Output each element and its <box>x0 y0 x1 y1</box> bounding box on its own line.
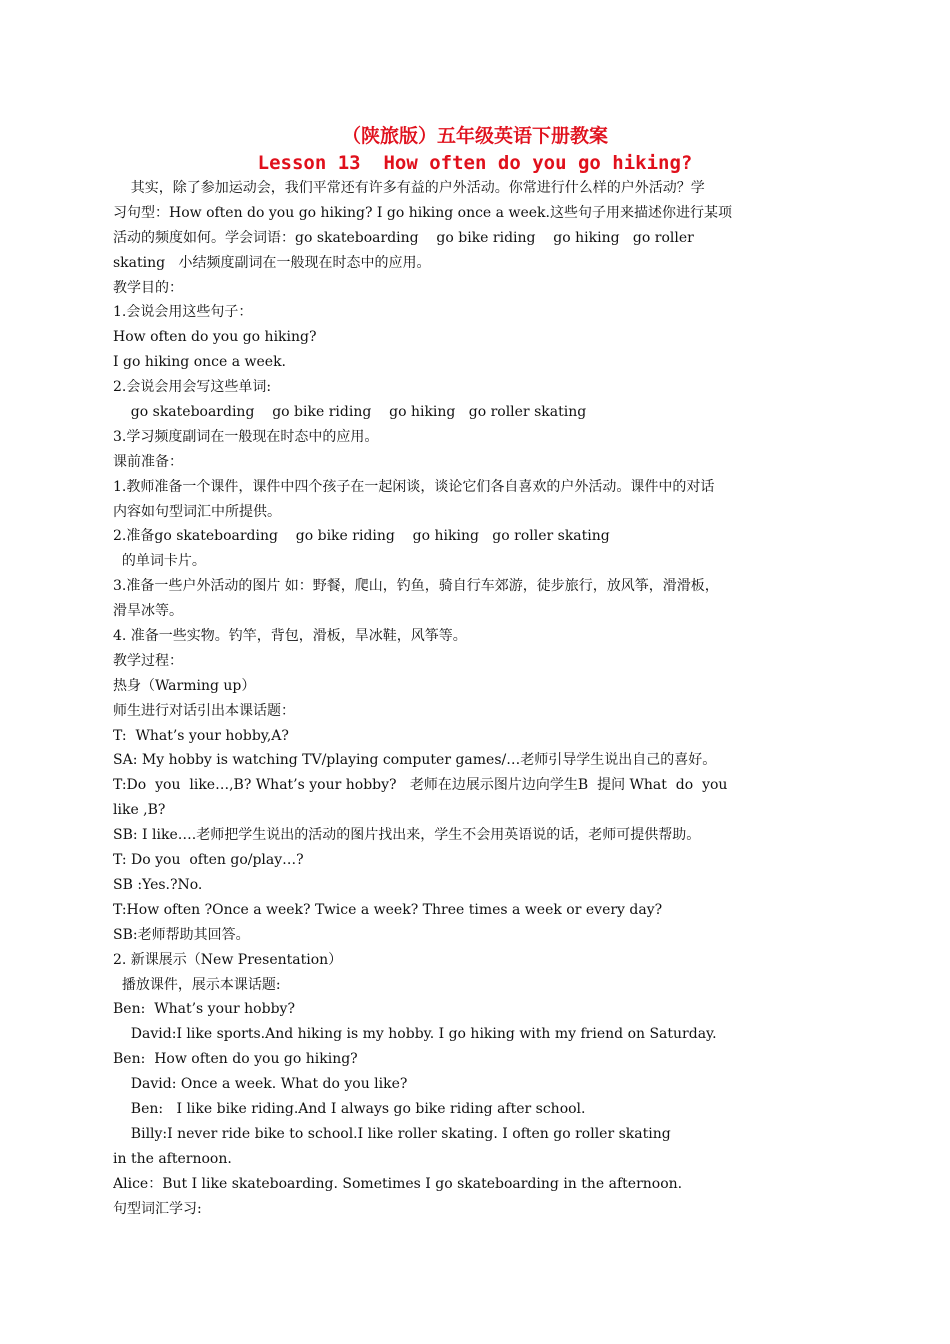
dialogue-line: SB :Yes.?No. <box>113 876 203 893</box>
section-heading: 教学过程： <box>113 652 183 669</box>
text-line: 滑旱冰等。 <box>113 603 183 620</box>
document-title-cn: （陕旅版）五年级英语下册教案 <box>341 125 608 147</box>
dialogue-line: T: What’s your hobby,A? <box>113 727 289 744</box>
dialogue-line: Ben: How often do you go hiking? <box>113 1051 358 1068</box>
text-line: 2.会说会用会写这些单词: <box>113 379 272 396</box>
dialogue-line: T: Do you often go/play…? <box>113 852 304 869</box>
text-line: go skateboarding go bike riding go hiking go roller skating <box>113 404 587 421</box>
section-heading: 2. 新课展示（New Presentation） <box>113 951 343 968</box>
text-line: 活动的频度如何。学会词语：go skateboarding go bike riding go hiking go roller <box>113 229 694 246</box>
dialogue-line: SA: My hobby is watching TV/playing computer games/…老师引导学生说出自己的喜好。 <box>113 752 717 769</box>
section-heading: 句型词汇学习: <box>113 1200 202 1217</box>
text-line: I go hiking once a week. <box>113 354 287 371</box>
dialogue-line: David:I like sports.And hiking is my hobby. I go hiking with my friend on Saturday. <box>113 1026 717 1043</box>
text-line: 1.会说会用这些句子： <box>113 304 253 321</box>
dialogue-line: T:Do you like…,B? What’s your hobby? 老师在边展示图片边向学生B 提问 What do you <box>113 777 728 794</box>
dialogue-line: Billy:I never ride bike to school.I like roller skating. I often go roller skating <box>113 1125 671 1142</box>
text-line: 的单词卡片。 <box>113 553 206 570</box>
text-line: 播放课件，展示本课话题: <box>113 976 281 993</box>
dialogue-line: Ben: What’s your hobby? <box>113 1001 295 1018</box>
document-page <box>113 122 837 1221</box>
dialogue-line: SB:老师帮助其回答。 <box>113 926 250 943</box>
text-line: 习句型：How often do you go hiking? I go hiking once a week.这些句子用来描述你进行某项 <box>113 204 732 221</box>
dialogue-line: David: Once a week. What do you like? <box>113 1076 408 1093</box>
text-line: How often do you go hiking? <box>113 329 317 346</box>
section-heading: 教学目的： <box>113 279 183 296</box>
dialogue-line: T:How often ?Once a week? Twice a week? Three times a week or every day? <box>113 901 663 918</box>
dialogue-line: SB: I like….老师把学生说出的活动的图片找出来，学生不会用英语说的话，老师可提供帮助。 <box>113 827 701 844</box>
text-line: 4. 准备一些实物。钓竿，背包，滑板，旱冰鞋，风筝等。 <box>113 628 467 645</box>
text-line: 热身（Warming up） <box>113 677 256 694</box>
text-line: 2.准备go skateboarding go bike riding go hiking go roller skating <box>113 528 610 545</box>
text-line: 3.准备一些户外活动的图片 如：野餐，爬山，钓鱼，骑自行车郊游，徒步旅行，放风筝，滑滑板， <box>113 578 719 595</box>
text-line: 其实，除了参加运动会，我们平常还有许多有益的户外活动。你常进行什么样的户外活动？学 <box>113 180 705 196</box>
document-body <box>113 176 837 1221</box>
dialogue-line: in the afternoon. <box>113 1150 232 1167</box>
text-line: skating 小结频度副词在一般现在时态中的应用。 <box>113 254 431 271</box>
dialogue-line: like ,B? <box>113 802 166 819</box>
text-line: 3.学习频度副词在一般现在时态中的应用。 <box>113 428 379 445</box>
text-line: 内容如句型词汇中所提供。 <box>113 503 281 520</box>
document-title-en: Lesson 13 How often do you go hiking? <box>257 152 693 174</box>
section-heading: 课前准备： <box>113 453 183 470</box>
text-line: 师生进行对话引出本课话题： <box>113 702 295 719</box>
dialogue-line: Ben: I like bike riding.And I always go bike riding after school. <box>113 1100 586 1117</box>
dialogue-line: Alice：But I like skateboarding. Sometimes I go skateboarding in the afternoon. <box>113 1175 683 1192</box>
text-line: 1.教师准备一个课件，课件中四个孩子在一起闲谈，谈论它们各自喜欢的户外活动。课件中的对话 <box>113 478 715 495</box>
